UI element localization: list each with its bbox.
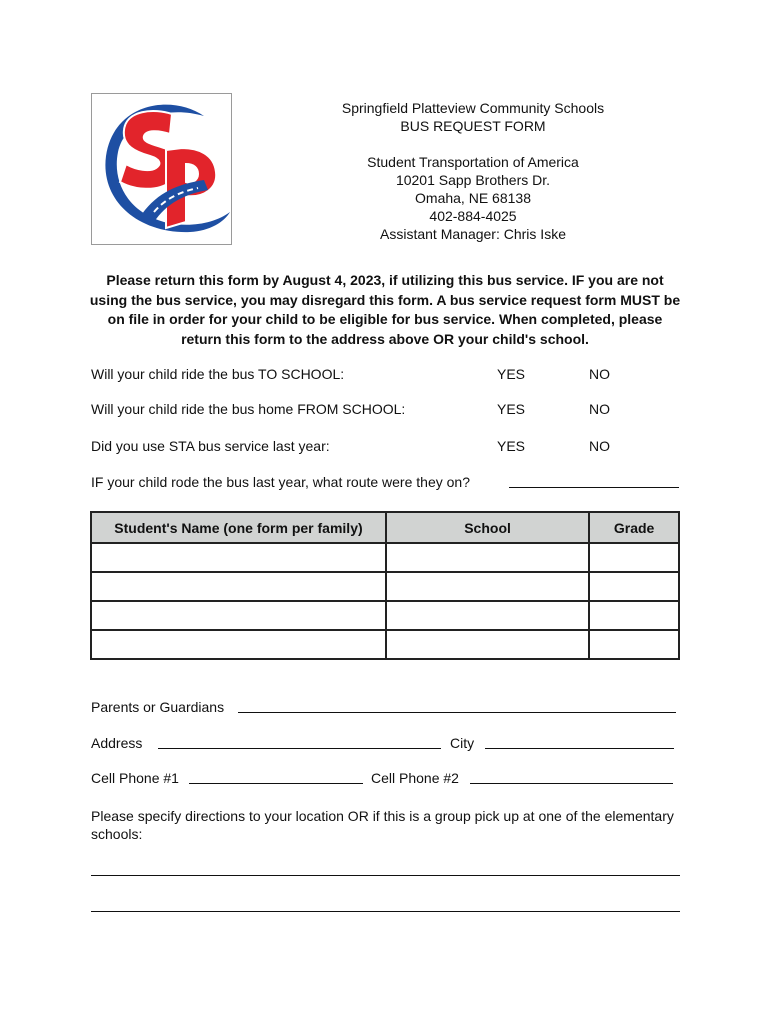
grade-cell[interactable] — [589, 601, 679, 630]
option-no-to-school[interactable]: NO — [589, 366, 610, 382]
question-to-school: Will your child ride the bus TO SCHOOL: — [91, 366, 345, 382]
school-cell[interactable] — [386, 572, 589, 601]
student-name-cell[interactable] — [91, 572, 386, 601]
grade-cell[interactable] — [589, 630, 679, 659]
question-last-year: Did you use STA bus service last year: — [91, 438, 330, 454]
city-label: City — [450, 735, 475, 751]
header-school: School — [386, 512, 589, 543]
option-yes-from-school[interactable]: YES — [497, 401, 526, 417]
route-input-line[interactable] — [509, 487, 679, 488]
route-question: IF your child rode the bus last year, what route were they on? — [91, 474, 470, 490]
table-row — [91, 572, 679, 601]
option-yes-to-school[interactable]: YES — [497, 366, 526, 382]
option-no-from-school[interactable]: NO — [589, 401, 610, 417]
table-row — [91, 543, 679, 572]
cell-phone-1-input-line[interactable] — [189, 783, 363, 784]
form-header — [290, 99, 656, 243]
student-name-cell[interactable] — [91, 601, 386, 630]
return-notice: Please return this form by August 4, 2023, if utilizing this bus service. IF you are not using the bus service, you may disregard this form. A bus service request form MUST be on file in order for your child to be eligible for bus service. When completed, please return this form to the address above OR your child's school. — [89, 272, 681, 347]
directions-prompt: Please specify directions to your location OR if this is a group pick up at one of the elementary schools: — [91, 808, 674, 842]
table-row — [91, 601, 679, 630]
address-label: Address — [91, 735, 143, 751]
cell-phone-1-label: Cell Phone #1 — [91, 770, 179, 786]
cell-phone-2-label: Cell Phone #2 — [371, 770, 459, 786]
students-table — [90, 511, 680, 660]
form-title: BUS REQUEST FORM — [400, 118, 546, 134]
student-name-cell[interactable] — [91, 630, 386, 659]
student-name-cell[interactable] — [91, 543, 386, 572]
sp-logo-icon — [92, 94, 233, 246]
directions-input-line-1[interactable] — [91, 875, 680, 876]
company-name: Student Transportation of America — [367, 154, 579, 170]
school-name: Springfield Platteview Community Schools — [341, 100, 605, 116]
question-from-school: Will your child ride the bus home FROM SCHOOL: — [91, 401, 406, 417]
table-row — [91, 630, 679, 659]
header-student-name: Student's Name (one form per family) — [91, 512, 386, 543]
option-yes-last-year[interactable]: YES — [497, 438, 526, 454]
cell-phone-2-input-line[interactable] — [470, 783, 673, 784]
grade-cell[interactable] — [589, 543, 679, 572]
company-phone: 402-884-4025 — [429, 208, 517, 224]
company-manager: Assistant Manager: Chris Iske — [380, 226, 566, 242]
address-input-line[interactable] — [158, 748, 441, 749]
company-street: 10201 Sapp Brothers Dr. — [395, 172, 551, 188]
company-city: Omaha, NE 68138 — [415, 190, 531, 206]
header-grade: Grade — [589, 512, 679, 543]
grade-cell[interactable] — [589, 572, 679, 601]
school-cell[interactable] — [386, 601, 589, 630]
option-no-last-year[interactable]: NO — [589, 438, 610, 454]
school-logo — [91, 93, 232, 245]
directions-input-line-2[interactable] — [91, 911, 680, 912]
school-cell[interactable] — [386, 543, 589, 572]
school-cell[interactable] — [386, 630, 589, 659]
parents-label: Parents or Guardians — [91, 699, 225, 715]
parents-input-line[interactable] — [238, 712, 676, 713]
city-input-line[interactable] — [485, 748, 674, 749]
